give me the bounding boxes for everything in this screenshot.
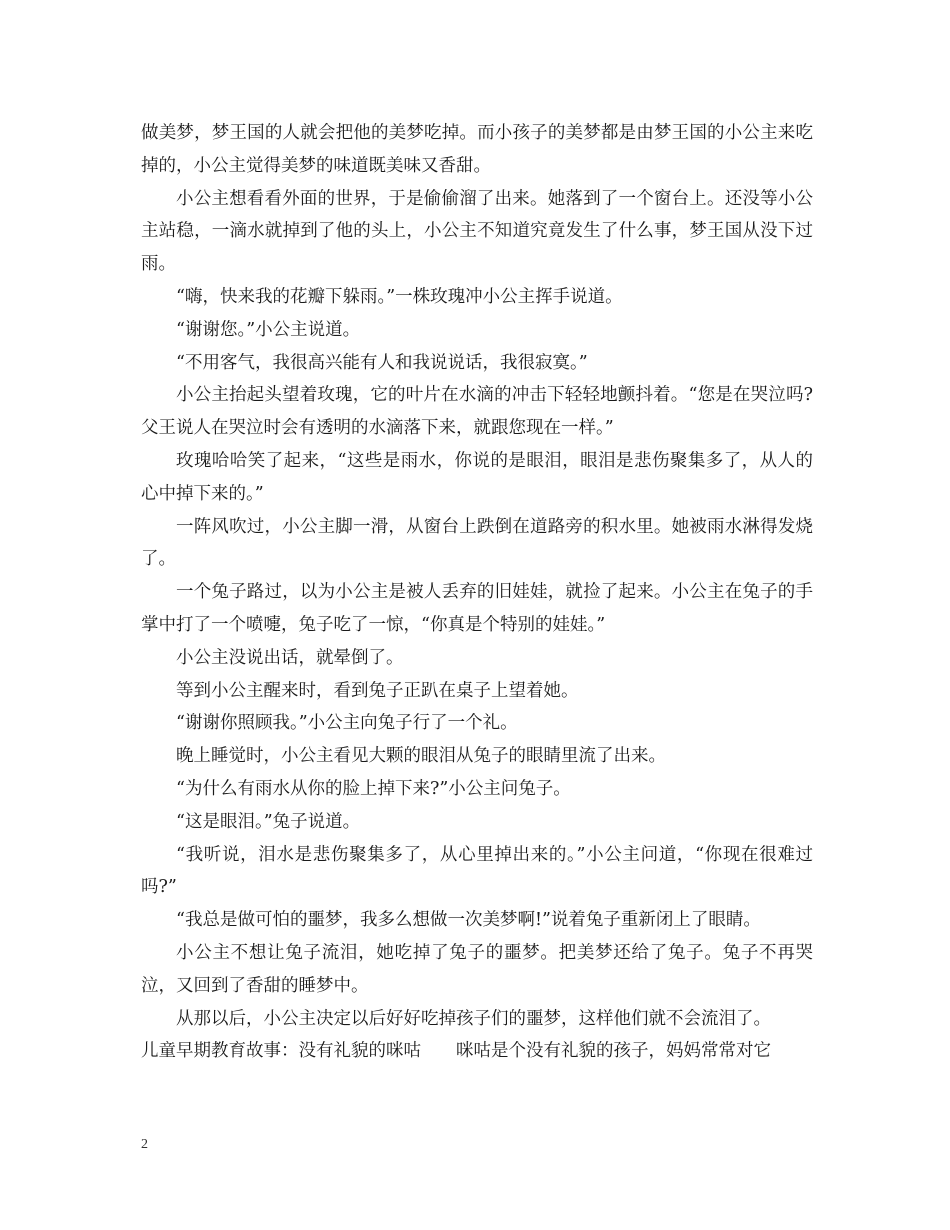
paragraph: 做美梦，梦王国的人就会把他的美梦吃掉。而小孩子的美梦都是由梦王国的小公主来吃掉的，小公主觉得美梦的味道既美味又香甜。 [141,123,813,176]
paragraph: 一个兔子路过，以为小公主是被人丢弃的旧娃娃，就捡了起来。小公主在兔子的手掌中打了一个喷嚏，兔子吃了一惊，“你真是个特别的娃娃。” [141,582,813,635]
page-number: 2 [141,1137,148,1152]
next-story-heading-line: 儿童早期教育故事：没有礼貌的咪咕 咪咕是个没有礼貌的孩子，妈妈常常对它 [141,1041,771,1062]
paragraph: “谢谢你照顾我。”小公主向兔子行了一个礼。 [176,713,518,734]
paragraph: 晚上睡觉时，小公主看见大颗的眼泪从兔子的眼睛里流了出来。 [176,746,666,767]
paragraph: “这是眼泪。”兔子说道。 [176,811,361,832]
paragraph: 一阵风吹过，小公主脚一滑，从窗台上跌倒在道路旁的积水里。她被雨水淋得发烧了。 [141,516,813,570]
paragraph: 玫瑰哈哈笑了起来，“这些是雨水，你说的是眼泪，眼泪是悲伤聚集多了，从人的心中掉下来的。” [141,450,813,504]
paragraph: 小公主不想让兔子流泪，她吃掉了兔子的噩梦。把美梦还给了兔子。兔子不再哭泣，又回到了香甜的睡梦中。 [141,942,813,996]
paragraph: “我总是做可怕的噩梦，我多么想做一次美梦啊!”说着兔子重新闭上了眼睛。 [176,910,761,931]
paragraph: 小公主想看看外面的世界，于是偷偷溜了出来。她落到了一个窗台上。还没等小公主站稳，一滴水就掉到了他的头上，小公主不知道究竟发生了什么事，梦王国从没下过雨。 [141,188,813,275]
paragraph: 从那以后，小公主决定以后好好吃掉孩子们的噩梦，这样他们就不会流泪了。 [176,1008,771,1029]
paragraph: “为什么有雨水从你的脸上掉下来?”小公主问兔子。 [176,778,571,799]
paragraph: “不用客气，我很高兴能有人和我说说话，我很寂寞。” [176,352,588,373]
paragraph: “谢谢您。”小公主说道。 [176,319,361,340]
paragraph: “嗨，快来我的花瓣下躲雨。”一株玫瑰冲小公主挥手说道。 [176,286,623,307]
paragraph: 等到小公主醒来时，看到兔子正趴在桌子上望着她。 [176,680,579,701]
paragraph: “我听说，泪水是悲伤聚集多了，从心里掉出来的。”小公主问道，“你现在很难过吗?” [141,844,813,898]
story-text [141,117,813,1068]
paragraph: 小公主抬起头望着玫瑰，它的叶片在水滴的冲击下轻轻地颤抖着。“您是在哭泣吗?父王说人在哭泣时会有透明的水滴落下来，就跟您现在一样。” [141,385,813,439]
paragraph: 小公主没说出话，就晕倒了。 [176,647,404,668]
